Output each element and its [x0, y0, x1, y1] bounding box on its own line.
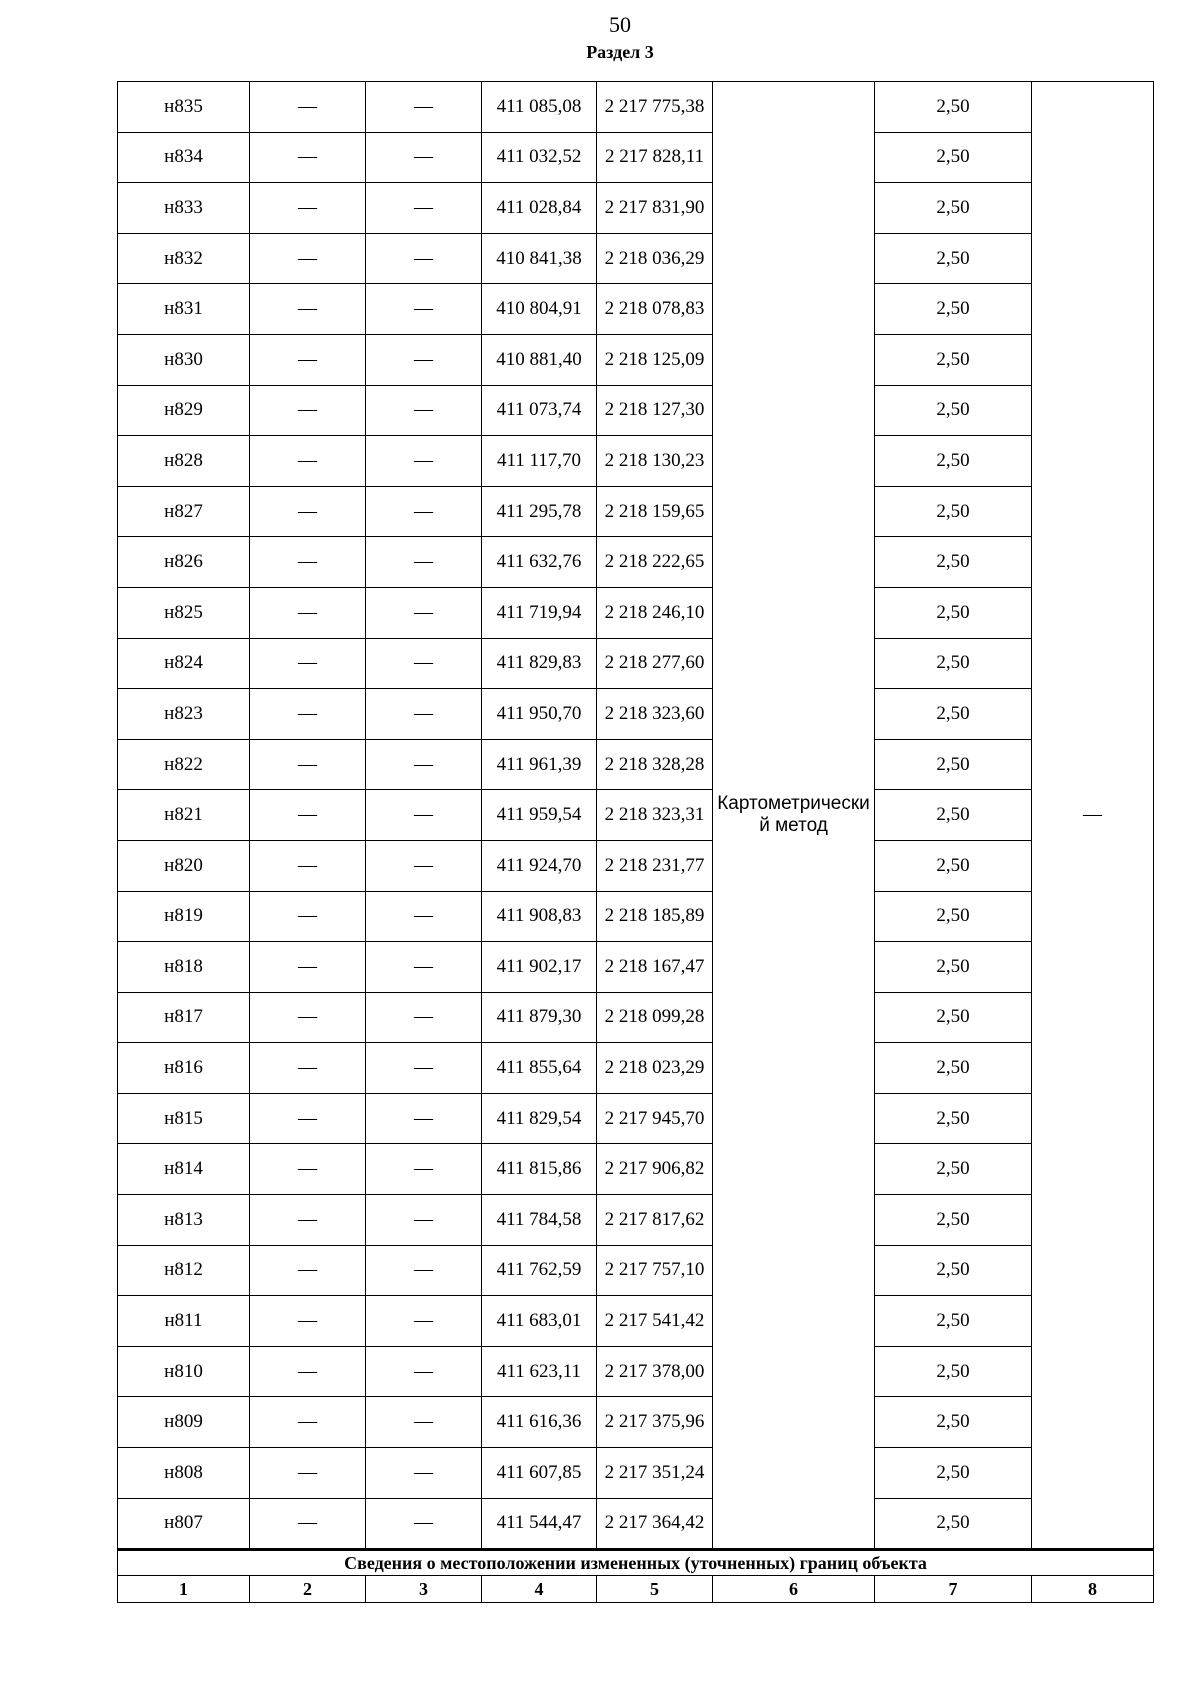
cell-point: н823: [118, 689, 250, 740]
cell-y: 2 218 036,29: [597, 233, 713, 284]
column-number-row: [118, 1576, 1154, 1603]
cell-c2: —: [250, 992, 366, 1043]
cell-x: 411 762,59: [482, 1245, 597, 1296]
cell-c3: —: [366, 1346, 482, 1397]
cell-x: 411 719,94: [482, 587, 597, 638]
cell-y: 2 218 099,28: [597, 992, 713, 1043]
column-number: 8: [1032, 1576, 1154, 1603]
cell-accuracy: 2,50: [875, 1093, 1032, 1144]
cell-point: н811: [118, 1296, 250, 1347]
cell-y: 2 218 125,09: [597, 334, 713, 385]
cell-y: 2 218 127,30: [597, 385, 713, 436]
column-number: 1: [118, 1576, 250, 1603]
cell-point: н829: [118, 385, 250, 436]
method-cell: Картометрически й метод: [713, 82, 875, 1550]
cell-c3: —: [366, 1498, 482, 1550]
cell-accuracy: 2,50: [875, 942, 1032, 993]
cell-y: 2 217 906,82: [597, 1144, 713, 1195]
cell-c3: —: [366, 1093, 482, 1144]
cell-point: н824: [118, 638, 250, 689]
cell-x: 411 829,83: [482, 638, 597, 689]
cell-point: н826: [118, 537, 250, 588]
cell-c3: —: [366, 284, 482, 335]
page-number: 50: [609, 12, 631, 37]
table-row: [118, 1043, 1154, 1094]
cell-point: н828: [118, 436, 250, 487]
cell-x: 411 829,54: [482, 1093, 597, 1144]
cell-accuracy: 2,50: [875, 233, 1032, 284]
cell-y: 2 217 775,38: [597, 82, 713, 133]
cell-c2: —: [250, 1397, 366, 1448]
cell-c2: —: [250, 1245, 366, 1296]
cell-accuracy: 2,50: [875, 790, 1032, 841]
cell-x: 411 902,17: [482, 942, 597, 993]
section-title: Раздел 3: [586, 42, 654, 62]
cell-c2: —: [250, 689, 366, 740]
cell-point: н833: [118, 183, 250, 234]
table-row: [118, 436, 1154, 487]
cell-accuracy: 2,50: [875, 840, 1032, 891]
cell-x: 411 607,85: [482, 1448, 597, 1499]
cell-point: н832: [118, 233, 250, 284]
table-caption: Сведения о местоположении измененных (уточненных) границ объекта: [118, 1550, 1154, 1576]
cell-y: 2 217 364,42: [597, 1498, 713, 1550]
cell-point: н817: [118, 992, 250, 1043]
cell-accuracy: 2,50: [875, 82, 1032, 133]
cell-x: 411 632,76: [482, 537, 597, 588]
cell-accuracy: 2,50: [875, 132, 1032, 183]
column-number: 6: [713, 1576, 875, 1603]
cell-x: 411 623,11: [482, 1346, 597, 1397]
cell-accuracy: 2,50: [875, 486, 1032, 537]
cell-c2: —: [250, 233, 366, 284]
cell-c3: —: [366, 638, 482, 689]
cell-c3: —: [366, 537, 482, 588]
cell-accuracy: 2,50: [875, 537, 1032, 588]
cell-point: н825: [118, 587, 250, 638]
cell-accuracy: 2,50: [875, 1296, 1032, 1347]
cell-x: 410 841,38: [482, 233, 597, 284]
cell-x: 411 815,86: [482, 1144, 597, 1195]
cell-c2: —: [250, 942, 366, 993]
cell-c2: —: [250, 587, 366, 638]
cell-y: 2 218 222,65: [597, 537, 713, 588]
cell-accuracy: 2,50: [875, 334, 1032, 385]
cell-x: 411 959,54: [482, 790, 597, 841]
table-row: [118, 942, 1154, 993]
cell-x: 411 032,52: [482, 132, 597, 183]
cell-c2: —: [250, 284, 366, 335]
cell-c3: —: [366, 233, 482, 284]
column-number: 3: [366, 1576, 482, 1603]
cell-accuracy: 2,50: [875, 183, 1032, 234]
cell-x: 411 950,70: [482, 689, 597, 740]
cell-c3: —: [366, 334, 482, 385]
cell-y: 2 218 246,10: [597, 587, 713, 638]
cell-y: 2 218 323,31: [597, 790, 713, 841]
cell-c3: —: [366, 183, 482, 234]
cell-accuracy: 2,50: [875, 385, 1032, 436]
cell-accuracy: 2,50: [875, 1245, 1032, 1296]
column-number: 7: [875, 1576, 1032, 1603]
cell-x: 411 924,70: [482, 840, 597, 891]
cell-c2: —: [250, 1093, 366, 1144]
cell-c3: —: [366, 82, 482, 133]
cell-c2: —: [250, 790, 366, 841]
table-row: [118, 1397, 1154, 1448]
table-row: [118, 790, 1154, 841]
cell-x: 411 085,08: [482, 82, 597, 133]
cell-accuracy: 2,50: [875, 1043, 1032, 1094]
cell-y: 2 217 375,96: [597, 1397, 713, 1448]
cell-point: н808: [118, 1448, 250, 1499]
cell-point: н807: [118, 1498, 250, 1550]
cell-c3: —: [366, 790, 482, 841]
cell-y: 2 217 351,24: [597, 1448, 713, 1499]
cell-y: 2 218 130,23: [597, 436, 713, 487]
cell-accuracy: 2,50: [875, 891, 1032, 942]
cell-point: н814: [118, 1144, 250, 1195]
cell-x: 411 117,70: [482, 436, 597, 487]
cell-x: 411 544,47: [482, 1498, 597, 1550]
cell-y: 2 218 328,28: [597, 739, 713, 790]
cell-c3: —: [366, 587, 482, 638]
cell-accuracy: 2,50: [875, 1144, 1032, 1195]
table-row: [118, 132, 1154, 183]
cell-point: н815: [118, 1093, 250, 1144]
cell-point: н834: [118, 132, 250, 183]
cell-c3: —: [366, 132, 482, 183]
cell-c3: —: [366, 992, 482, 1043]
cell-y: 2 218 167,47: [597, 942, 713, 993]
cell-point: н821: [118, 790, 250, 841]
column8-cell: —: [1032, 82, 1154, 1550]
cell-c2: —: [250, 891, 366, 942]
cell-accuracy: 2,50: [875, 436, 1032, 487]
cell-c2: —: [250, 183, 366, 234]
cell-y: 2 217 378,00: [597, 1346, 713, 1397]
table-row: [118, 537, 1154, 588]
cell-c2: —: [250, 82, 366, 133]
cell-y: 2 218 323,60: [597, 689, 713, 740]
cell-c2: —: [250, 739, 366, 790]
cell-c3: —: [366, 1245, 482, 1296]
cell-x: 411 683,01: [482, 1296, 597, 1347]
cell-y: 2 217 945,70: [597, 1093, 713, 1144]
cell-y: 2 217 828,11: [597, 132, 713, 183]
cell-c3: —: [366, 942, 482, 993]
cell-c3: —: [366, 1144, 482, 1195]
table-row: [118, 739, 1154, 790]
cell-x: 411 961,39: [482, 739, 597, 790]
cell-c2: —: [250, 1498, 366, 1550]
cell-accuracy: 2,50: [875, 1397, 1032, 1448]
table-row: [118, 1195, 1154, 1246]
table-row: [118, 1144, 1154, 1195]
table-row: [118, 1296, 1154, 1347]
cell-x: 411 616,36: [482, 1397, 597, 1448]
cell-c2: —: [250, 1144, 366, 1195]
cell-accuracy: 2,50: [875, 739, 1032, 790]
cell-x: 410 881,40: [482, 334, 597, 385]
cell-c3: —: [366, 840, 482, 891]
table-caption-row: [118, 1550, 1154, 1576]
cell-point: н835: [118, 82, 250, 133]
cell-point: н810: [118, 1346, 250, 1397]
cell-point: н830: [118, 334, 250, 385]
cell-y: 2 217 541,42: [597, 1296, 713, 1347]
cell-c2: —: [250, 385, 366, 436]
cell-accuracy: 2,50: [875, 1448, 1032, 1499]
cell-x: 410 804,91: [482, 284, 597, 335]
cell-accuracy: 2,50: [875, 689, 1032, 740]
cell-accuracy: 2,50: [875, 638, 1032, 689]
table-row: [118, 638, 1154, 689]
cell-point: н816: [118, 1043, 250, 1094]
cell-y: 2 217 817,62: [597, 1195, 713, 1246]
table-row: [118, 1448, 1154, 1499]
column-number: 4: [482, 1576, 597, 1603]
cell-y: 2 217 831,90: [597, 183, 713, 234]
cell-c3: —: [366, 1448, 482, 1499]
table-row: [118, 1498, 1154, 1550]
cell-point: н818: [118, 942, 250, 993]
cell-point: н827: [118, 486, 250, 537]
cell-y: 2 218 231,77: [597, 840, 713, 891]
table-row: [118, 587, 1154, 638]
cell-c2: —: [250, 537, 366, 588]
cell-point: н813: [118, 1195, 250, 1246]
table-row: [118, 992, 1154, 1043]
table-row: [118, 334, 1154, 385]
table-row: [118, 891, 1154, 942]
cell-accuracy: 2,50: [875, 992, 1032, 1043]
cell-c3: —: [366, 436, 482, 487]
cell-c2: —: [250, 1296, 366, 1347]
cell-c3: —: [366, 486, 482, 537]
cell-y: 2 218 159,65: [597, 486, 713, 537]
cell-accuracy: 2,50: [875, 587, 1032, 638]
cell-point: н831: [118, 284, 250, 335]
table-row: [118, 1245, 1154, 1296]
cell-x: 411 028,84: [482, 183, 597, 234]
cell-c2: —: [250, 1195, 366, 1246]
cell-point: н819: [118, 891, 250, 942]
cell-x: 411 073,74: [482, 385, 597, 436]
cell-c2: —: [250, 334, 366, 385]
cell-c2: —: [250, 1448, 366, 1499]
table-row: [118, 840, 1154, 891]
cell-accuracy: 2,50: [875, 1346, 1032, 1397]
cell-y: 2 218 185,89: [597, 891, 713, 942]
cell-y: 2 218 078,83: [597, 284, 713, 335]
table-row: [118, 284, 1154, 335]
cell-x: 411 908,83: [482, 891, 597, 942]
column-number: 5: [597, 1576, 713, 1603]
cell-accuracy: 2,50: [875, 284, 1032, 335]
cell-c2: —: [250, 638, 366, 689]
cell-c3: —: [366, 1296, 482, 1347]
cell-x: 411 855,64: [482, 1043, 597, 1094]
cell-y: 2 218 023,29: [597, 1043, 713, 1094]
cell-y: 2 217 757,10: [597, 1245, 713, 1296]
cell-x: 411 784,58: [482, 1195, 597, 1246]
cell-accuracy: 2,50: [875, 1195, 1032, 1246]
cell-c2: —: [250, 436, 366, 487]
cell-c2: —: [250, 132, 366, 183]
cell-x: 411 295,78: [482, 486, 597, 537]
table-row: [118, 183, 1154, 234]
cell-c3: —: [366, 385, 482, 436]
table-row: [118, 82, 1154, 133]
table-row: [118, 1093, 1154, 1144]
cell-c3: —: [366, 891, 482, 942]
cell-y: 2 218 277,60: [597, 638, 713, 689]
cell-c2: —: [250, 1346, 366, 1397]
cell-c2: —: [250, 840, 366, 891]
cell-c3: —: [366, 1195, 482, 1246]
cell-c2: —: [250, 486, 366, 537]
cell-c2: —: [250, 1043, 366, 1094]
cell-point: н812: [118, 1245, 250, 1296]
cell-c3: —: [366, 1043, 482, 1094]
table-row: [118, 385, 1154, 436]
coordinates-table: [117, 81, 1154, 1603]
table-row: [118, 486, 1154, 537]
cell-point: н809: [118, 1397, 250, 1448]
cell-point: н822: [118, 739, 250, 790]
cell-c3: —: [366, 689, 482, 740]
table-body: [118, 82, 1154, 1550]
cell-c3: —: [366, 739, 482, 790]
column-number: 2: [250, 1576, 366, 1603]
cell-accuracy: 2,50: [875, 1498, 1032, 1550]
table-row: [118, 689, 1154, 740]
cell-point: н820: [118, 840, 250, 891]
cell-c3: —: [366, 1397, 482, 1448]
table-row: [118, 1346, 1154, 1397]
cell-x: 411 879,30: [482, 992, 597, 1043]
table-row: [118, 233, 1154, 284]
